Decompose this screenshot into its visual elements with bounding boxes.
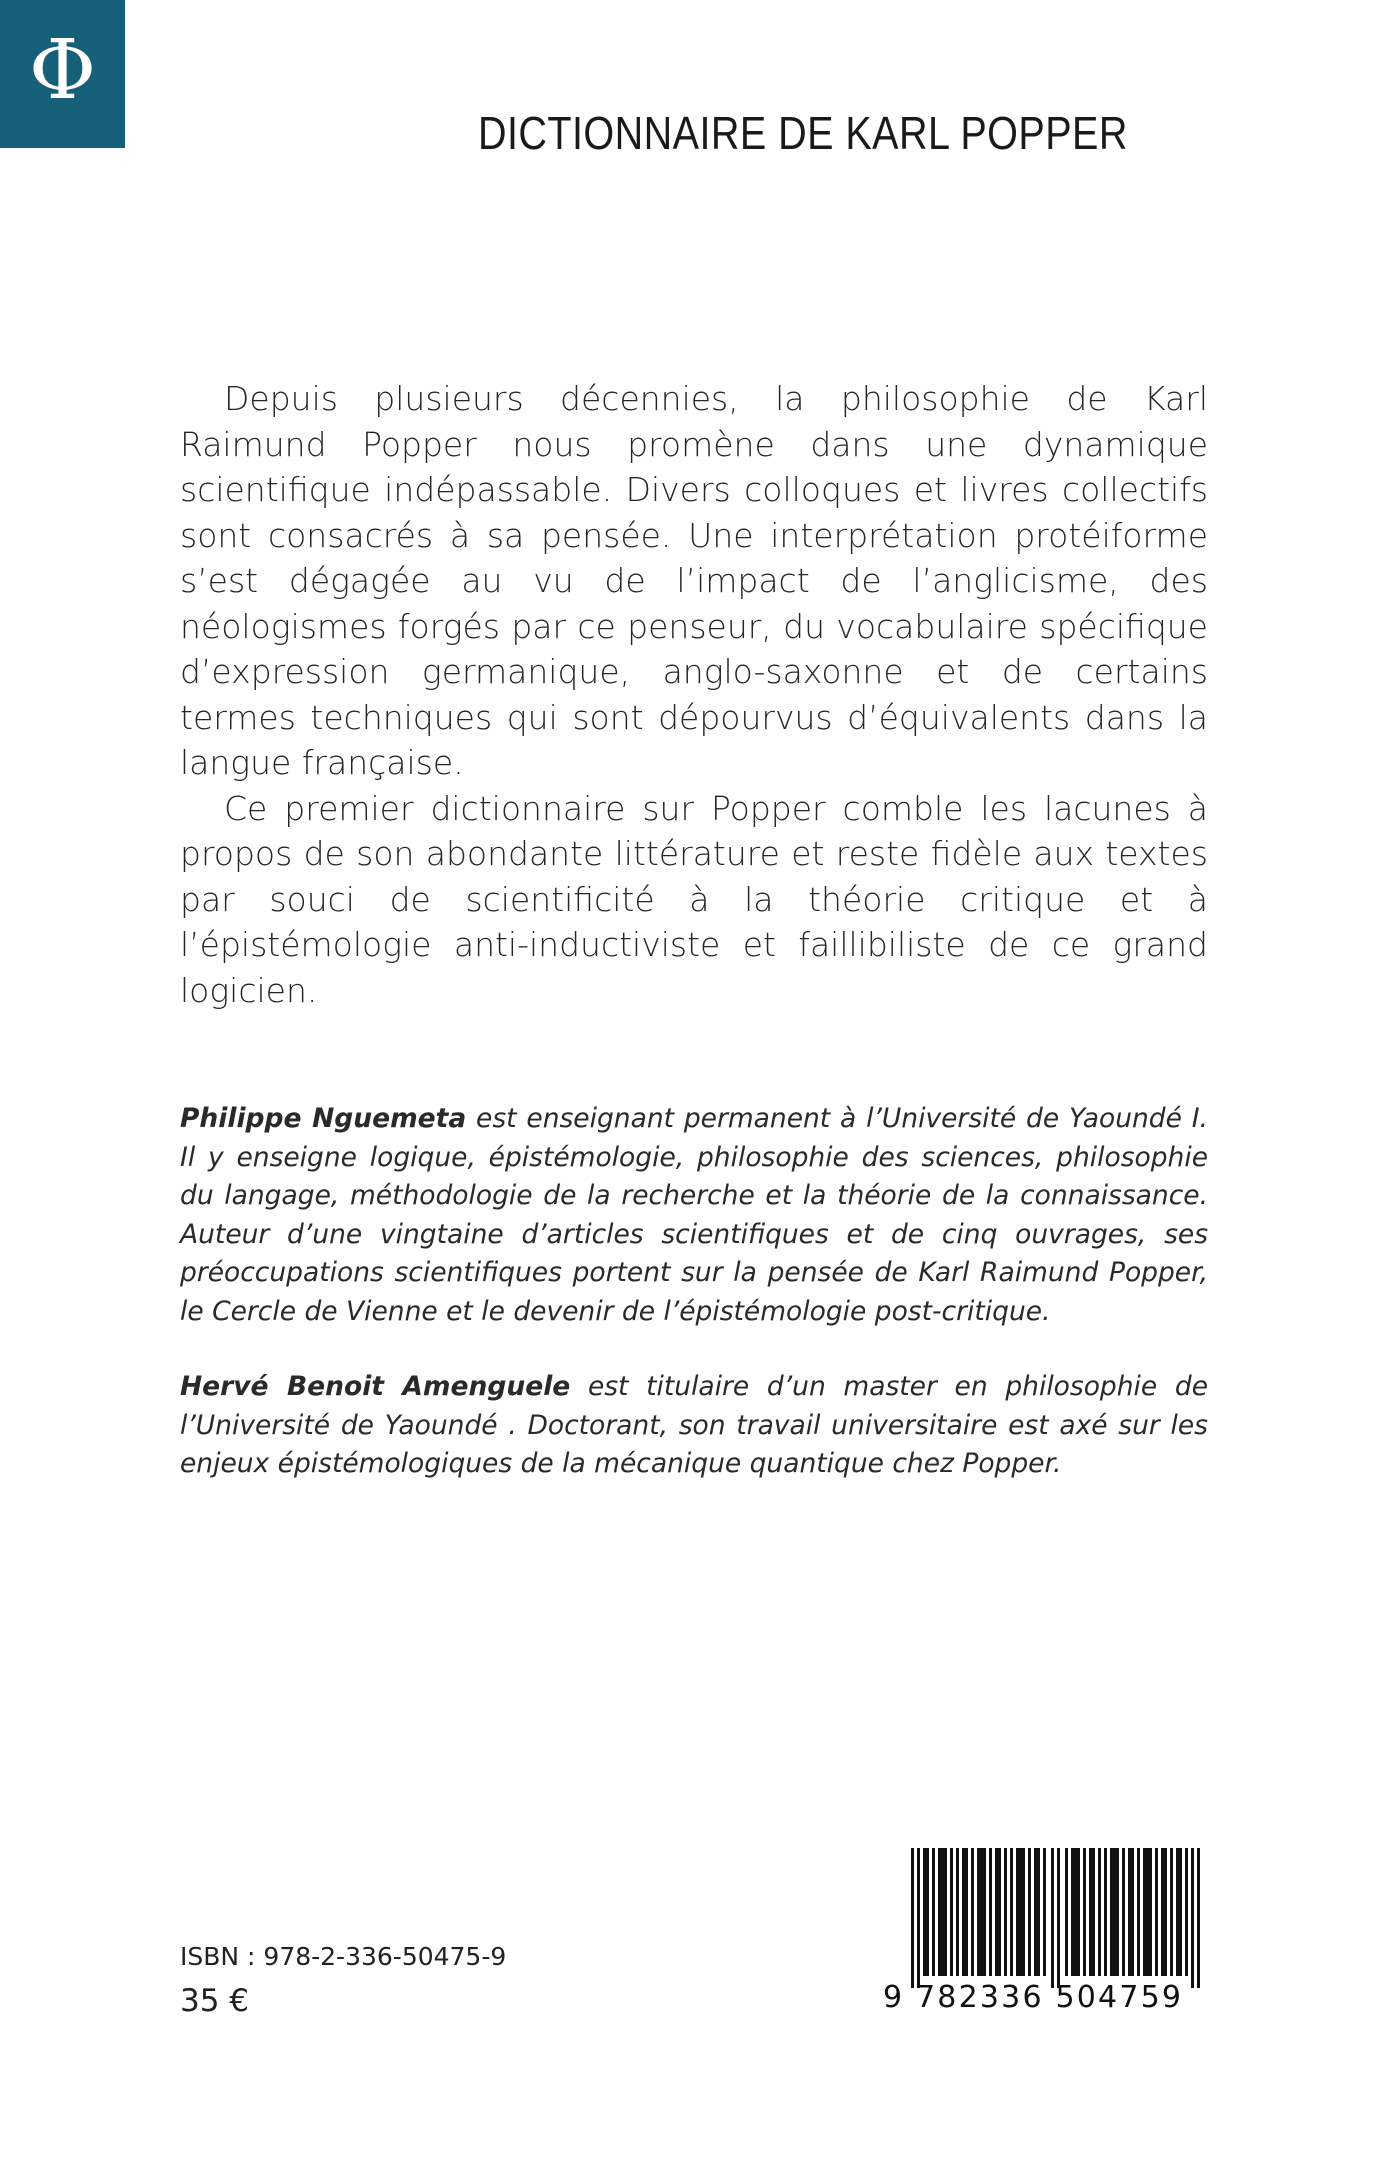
author-bio-text: est titulaire d’un master en philosophie de l’Université de Yaoundé . Doctorant, son travail universitaire est axé sur les enjeux épistémologiques de la mécanique quantique chez Popper. [180,1371,1208,1479]
isbn-number: ISBN : 978-2-336-50475-9 [180,1942,507,1971]
author-bio [180,1368,1208,1484]
phi-icon: Φ [28,23,97,118]
publisher-logo [0,0,125,148]
author-name: Hervé Benoit Amenguele [180,1371,571,1402]
back-cover-blurb [180,376,1208,1013]
book-title: DICTIONNAIRE DE KARL POPPER [478,107,1128,159]
barcode-icon [911,1848,1203,1988]
price: 35 € [180,1983,250,2019]
author-name: Philippe Nguemeta [180,1103,467,1134]
author-bio [180,1100,1208,1331]
barcode-digits: 9 782336 504759 [883,1980,1184,2015]
barcode [883,1848,1208,2018]
isbn-price-block [180,1935,506,2023]
blurb-paragraph: Ce premier dictionnaire sur Popper comble les lacunes à propos de son abondante littérature et reste fidèle aux textes par souci de scientificité à la théorie critique et à l’épistémologie anti-inductiviste et faillibiliste de ce grand logicien. [180,788,1208,1010]
author-bio-text: est enseignant permanent à l’Université de Yaoundé I. Il y enseigne logique, épistémologie, philosophie des sciences, philosophie du langage, méthodologie de la recherche et la théorie de la connaissance. Auteur d’une vingtaine d’articles scientifiques et de cinq ouvrages, ses préoccupations scientifiques portent sur la pensée de Karl Raimund Popper, le Cercle de Vienne et le devenir de l’épistémologie post-critique. [180,1103,1208,1327]
blurb-paragraph: Depuis plusieurs décennies, la philosophie de Karl Raimund Popper nous promène dans une dynamique scientifique indépassable. Divers colloques et livres collectifs sont consacrés à sa pensée. Une interprétation protéiforme s’est dégagée au vu de l’impact de l’anglicisme, des néologismes forgés par ce penseur, du vocabulaire spécifique d’expression germanique, anglo-saxonne et de certains termes techniques qui sont dépourvus d’équivalents dans la langue française. [180,379,1208,782]
